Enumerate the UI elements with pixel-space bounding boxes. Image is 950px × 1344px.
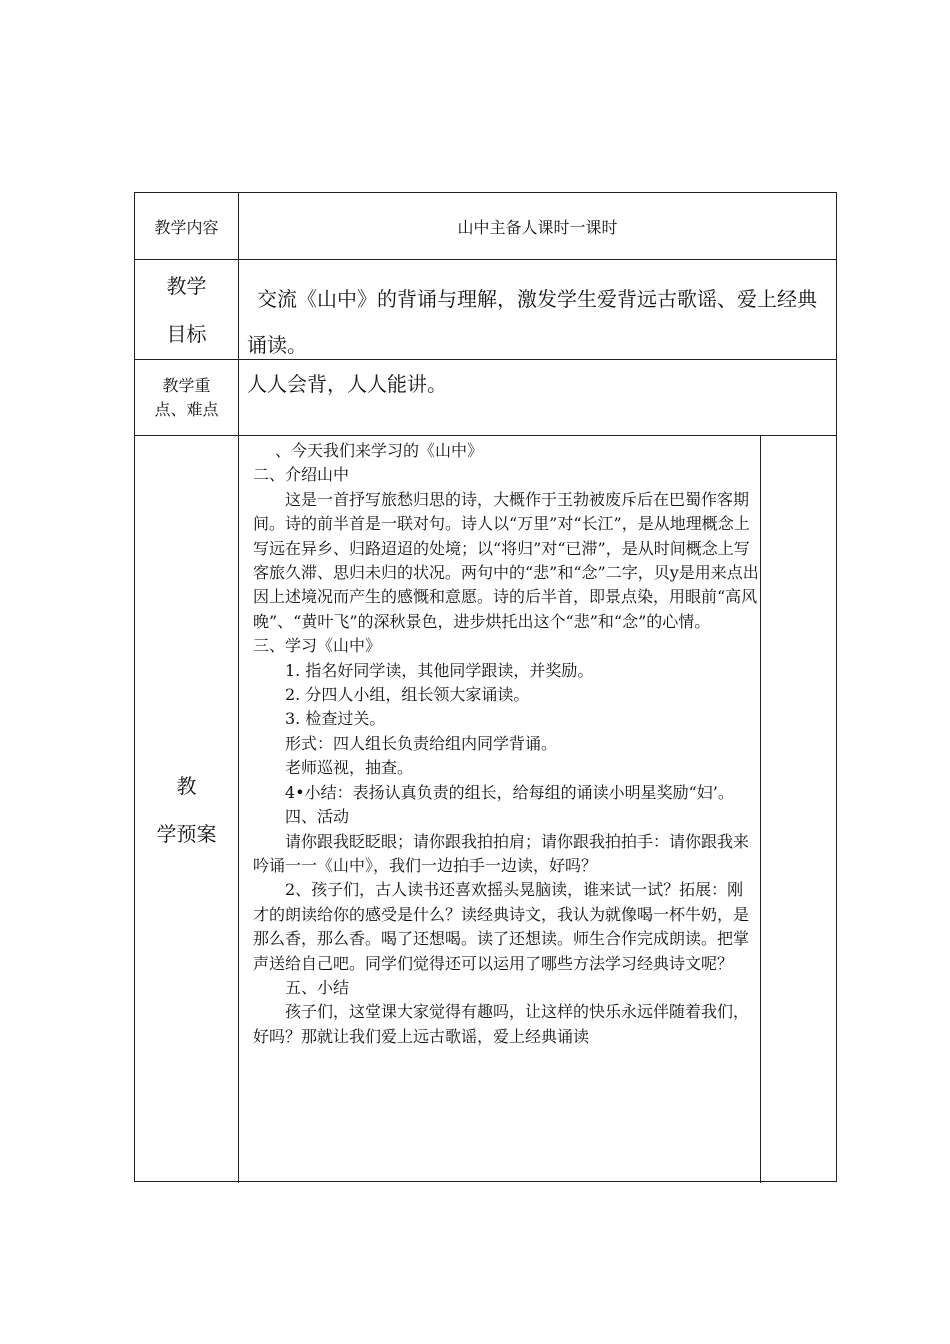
- plan-paragraph: 形式：四人组长负责给组内同学背诵。: [285, 733, 558, 753]
- label-line-1: 教学重: [162, 375, 211, 395]
- lesson-plan-table: [134, 192, 837, 1182]
- cell-key-points: [239, 360, 836, 435]
- row-teaching-plan: [135, 436, 836, 1183]
- goal-text: 交流《山中》的背诵与理解，激发学生爱背远古歌谣、爱上经典诵读。: [247, 287, 817, 357]
- row-teaching-content: [135, 193, 836, 260]
- row-key-points: [135, 360, 836, 436]
- plan-step: 1. 指名好同学读，其他同学跟读，并奖励。: [285, 660, 594, 680]
- lesson-title: 山中主备人课时一课时: [457, 218, 618, 237]
- plan-paragraph: 请你跟我眨眨眼；请你跟我拍拍肩；请你跟我拍拍手：请你跟我来吟诵一一《山中》，我们一边拍手一边读，好吗？: [253, 831, 750, 875]
- plan-paragraph: 2、孩子们，古人读书还喜欢摇头晃脑读，谁来试一试？拓展：刚才的朗读给你的感受是什么？读经典诗文，我认为就像喝一杯牛奶，是那么香，那么香。喝了还想喝。读了还想读。师生合作完成朗读。把掌声送给自己吧。同学们觉得还可以运用了哪些方法学习经典诗文呢？: [253, 880, 750, 973]
- plan-heading: 二、介绍山中: [253, 465, 350, 485]
- plan-text: [253, 439, 759, 1049]
- label-line-2: 目标: [166, 321, 207, 346]
- label-key-points: [135, 360, 239, 435]
- plan-heading: 四、活动: [285, 807, 350, 827]
- label-text: 教学内容: [154, 217, 219, 237]
- plan-paragraph: 、今天我们来学习的《山中》: [275, 441, 484, 460]
- label-line-2: 点、难点: [154, 399, 219, 419]
- plan-paragraph: 老师巡视，抽查。: [285, 758, 414, 778]
- label-teaching-plan: [135, 436, 239, 1183]
- cell-teaching-goal: [239, 260, 836, 359]
- label-line-2: 学预案: [156, 821, 217, 846]
- plan-heading: 五、小结: [285, 977, 350, 997]
- label-teaching-goal: [135, 260, 239, 359]
- label-line-1: 教: [176, 773, 197, 798]
- cell-teaching-plan: [239, 436, 836, 1183]
- plan-step: 2. 分四人小组，组长领大家诵读。: [285, 685, 530, 705]
- cell-teaching-content: [239, 193, 836, 259]
- plan-paragraph: 孩子们，这堂课大家觉得有趣吗，让这样的快乐永远伴随着我们，好吗？那就让我们爱上远古歌谣，爱上经典诵读: [253, 1002, 750, 1046]
- key-points-text: 人人会背，人人能讲。: [247, 372, 447, 396]
- plan-content-column: [239, 436, 761, 1183]
- label-line-1: 教学: [166, 273, 207, 298]
- plan-step: 3. 检查过关。: [285, 709, 386, 729]
- row-teaching-goal: [135, 260, 836, 360]
- plan-paragraph: 这是一首抒写旅愁归思的诗，大概作于王勃被废斥后在巴蜀作客期间。诗的前半首是一联对句。诗人以“万里”对“长江”，是从地理概念上写远在异乡、归路迢迢的处境；以“将归”对“已滞”，是从时间概念上写客旅久滞、思归未归的状况。两句中的“悲”和“念”二字，贝y是用来点出因上述境况而产生的感慨和意愿。诗的后半首，即景点染，用眼前“高风晚”、“黄叶飞”的深秋景色，进步烘托出这个“悲”和“念”的心情。: [253, 489, 759, 631]
- plan-heading: 三、学习《山中》: [253, 636, 382, 656]
- plan-paragraph: 4•小结：表扬认真负责的组长，给每组的诵读小明星奖励“妇’。: [285, 782, 734, 802]
- label-teaching-content: [135, 193, 239, 259]
